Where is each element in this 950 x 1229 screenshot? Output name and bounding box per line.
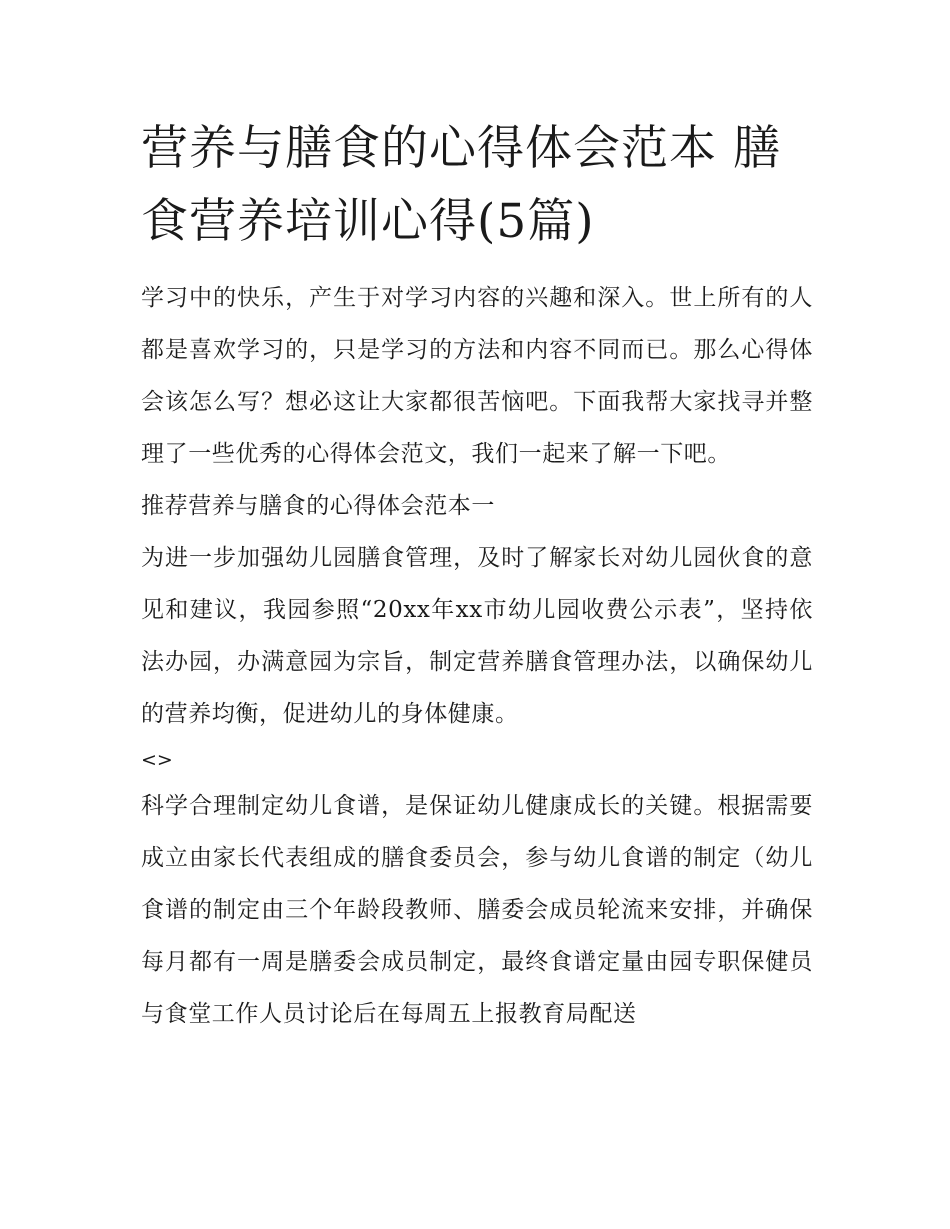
body-paragraph-2: 科学合理制定幼儿食谱，是保证幼儿健康成长的关键。根据需要成立由家长代表组成的膳食委员会，参与幼儿食谱的制定（幼儿食谱的制定由三个年龄段教师、膳委会成员轮流来安排，并确保每月都有一周是膳委会成员制定，最终食谱定量由园专职保健员与食堂工作人员讨论后在每周五上报教育局配送 [141,793,813,1027]
placeholder-text: <> [141,749,173,771]
document-page [141,112,813,1040]
intro-paragraph: 学习中的快乐，产生于对学习内容的兴趣和深入。世上所有的人都是喜欢学习的，只是学习的方法和内容不同而已。那么心得体会该怎么写？想必这让大家都很苦恼吧。下面我帮大家找寻并整理了一些优秀的心得体会范文，我们一起来了解一下吧。 [141,285,813,467]
document-title: 营养与膳食的心得体会范本 膳食营养培训心得(5篇) [141,121,781,249]
section-heading: 推荐营养与膳食的心得体会范本一 [141,493,495,519]
body-paragraph-1: 为进一步加强幼儿园膳食管理，及时了解家长对幼儿园伙食的意见和建议，我园参照“20xx年xx市幼儿园收费公示表”，坚持依法办园，办满意园为宗旨，制定营养膳食管理办法，以确保幼儿的营养均衡，促进幼儿的身体健康。 [141,545,813,727]
